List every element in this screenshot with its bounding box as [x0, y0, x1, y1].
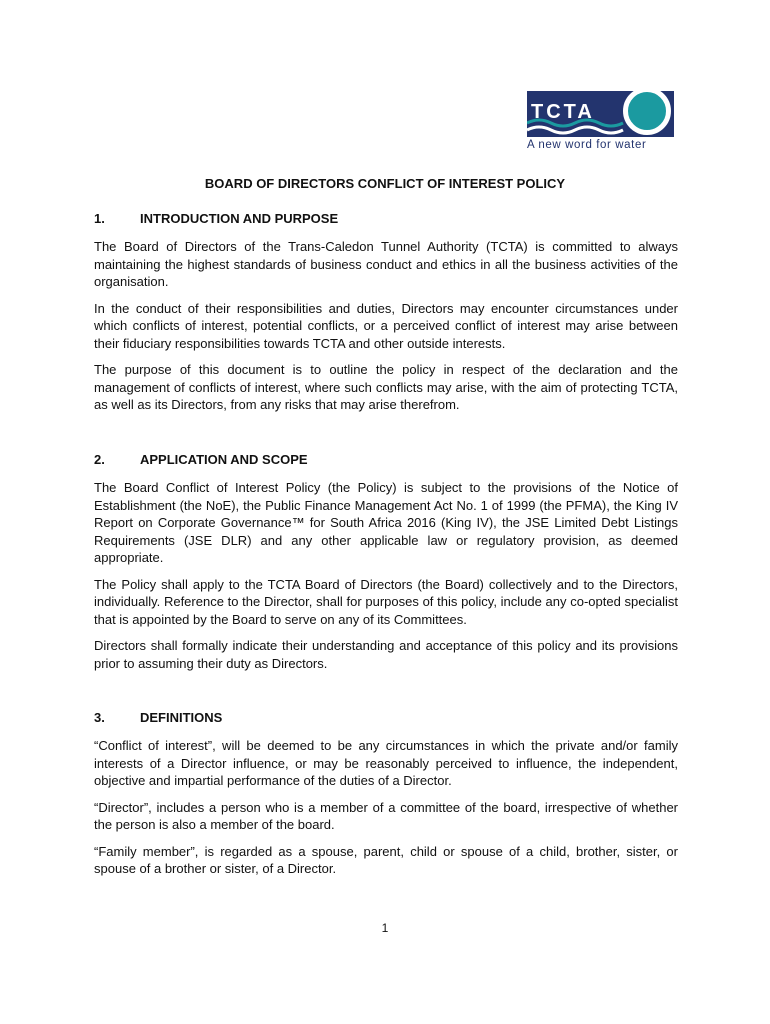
logo-text: TCTA: [531, 101, 595, 123]
logo-circle-icon: [623, 91, 671, 135]
paragraph: The Policy shall apply to the TCTA Board of Directors (the Board) collectively and to the Directors, individually. Reference to the Director, shall for purposes of this policy, include any co-opted specialist that is appointed by the Board to serve on any of its Committees.: [94, 576, 678, 627]
section-heading: [94, 211, 678, 226]
section-application-scope: [94, 452, 678, 681]
paragraph: The Board of Directors of the Trans-Caledon Tunnel Authority (TCTA) is committed to always maintaining the highest standards of business conduct and ethics in all the business activities of the organisation.: [94, 239, 678, 289]
section-title: DEFINITIONS: [140, 710, 223, 725]
section-definitions: [94, 710, 678, 887]
paragraph: The purpose of this document is to outline the policy in respect of the declaration and the management of conflicts of interest, where such conflicts may arise, with the aim of protecting TCTA, as well as its Directors, from any risks that may arise therefrom.: [94, 362, 678, 412]
paragraph: Directors shall formally indicate their understanding and acceptance of this policy and its provisions prior to assuming their duty as Directors.: [94, 638, 678, 671]
section-title: APPLICATION AND SCOPE: [140, 452, 308, 467]
logo-banner: [527, 91, 674, 137]
section-heading: [94, 452, 678, 467]
page-number: 1: [381, 921, 389, 935]
tcta-logo: [527, 91, 674, 155]
section-number: 2.: [94, 452, 105, 467]
section-heading: [94, 710, 678, 725]
paragraph: “Director”, includes a person who is a member of a committee of the board, irrespective of whether the person is also a member of the board.: [94, 799, 678, 832]
logo-wave-icon: [527, 117, 627, 137]
paragraph: “Family member”, is regarded as a spouse, parent, child or spouse of a child, brother, sister, or spouse of a brother or sister, of a Director.: [94, 843, 678, 876]
section-number: 3.: [94, 710, 105, 725]
logo-tagline: A new word for water: [527, 139, 647, 151]
paragraph: The Board Conflict of Interest Policy (the Policy) is subject to the provisions of the Notice of Establishment (the NoE), the Public Finance Management Act No. 1 of 1999 (the PFMA), the King IV Report on Corporate Governance™ for South Africa 2016 (King IV), the JSE Limited Debt Listings Requirements (JSE DLR) and any other applicable law or regulatory provision, as deemed appropriate.: [94, 480, 678, 565]
paragraph: In the conduct of their responsibilities and duties, Directors may encounter circumstances under which conflicts of interest, potential conflicts, or a perceived conflict of interest may arise between their fiduciary responsibilities towards TCTA and other outside interests.: [94, 300, 678, 351]
section-title: INTRODUCTION AND PURPOSE: [140, 211, 339, 226]
paragraph: “Conflict of interest”, will be deemed to be any circumstances in which the private and/or family interests of a Director influence, or may be reasonably perceived to influence, the independent, objective and impartial performance of the duties of a Director.: [94, 738, 678, 788]
section-number: 1.: [94, 211, 105, 226]
document-title: BOARD OF DIRECTORS CONFLICT OF INTEREST POLICY: [204, 176, 566, 191]
section-introduction: [94, 211, 678, 423]
